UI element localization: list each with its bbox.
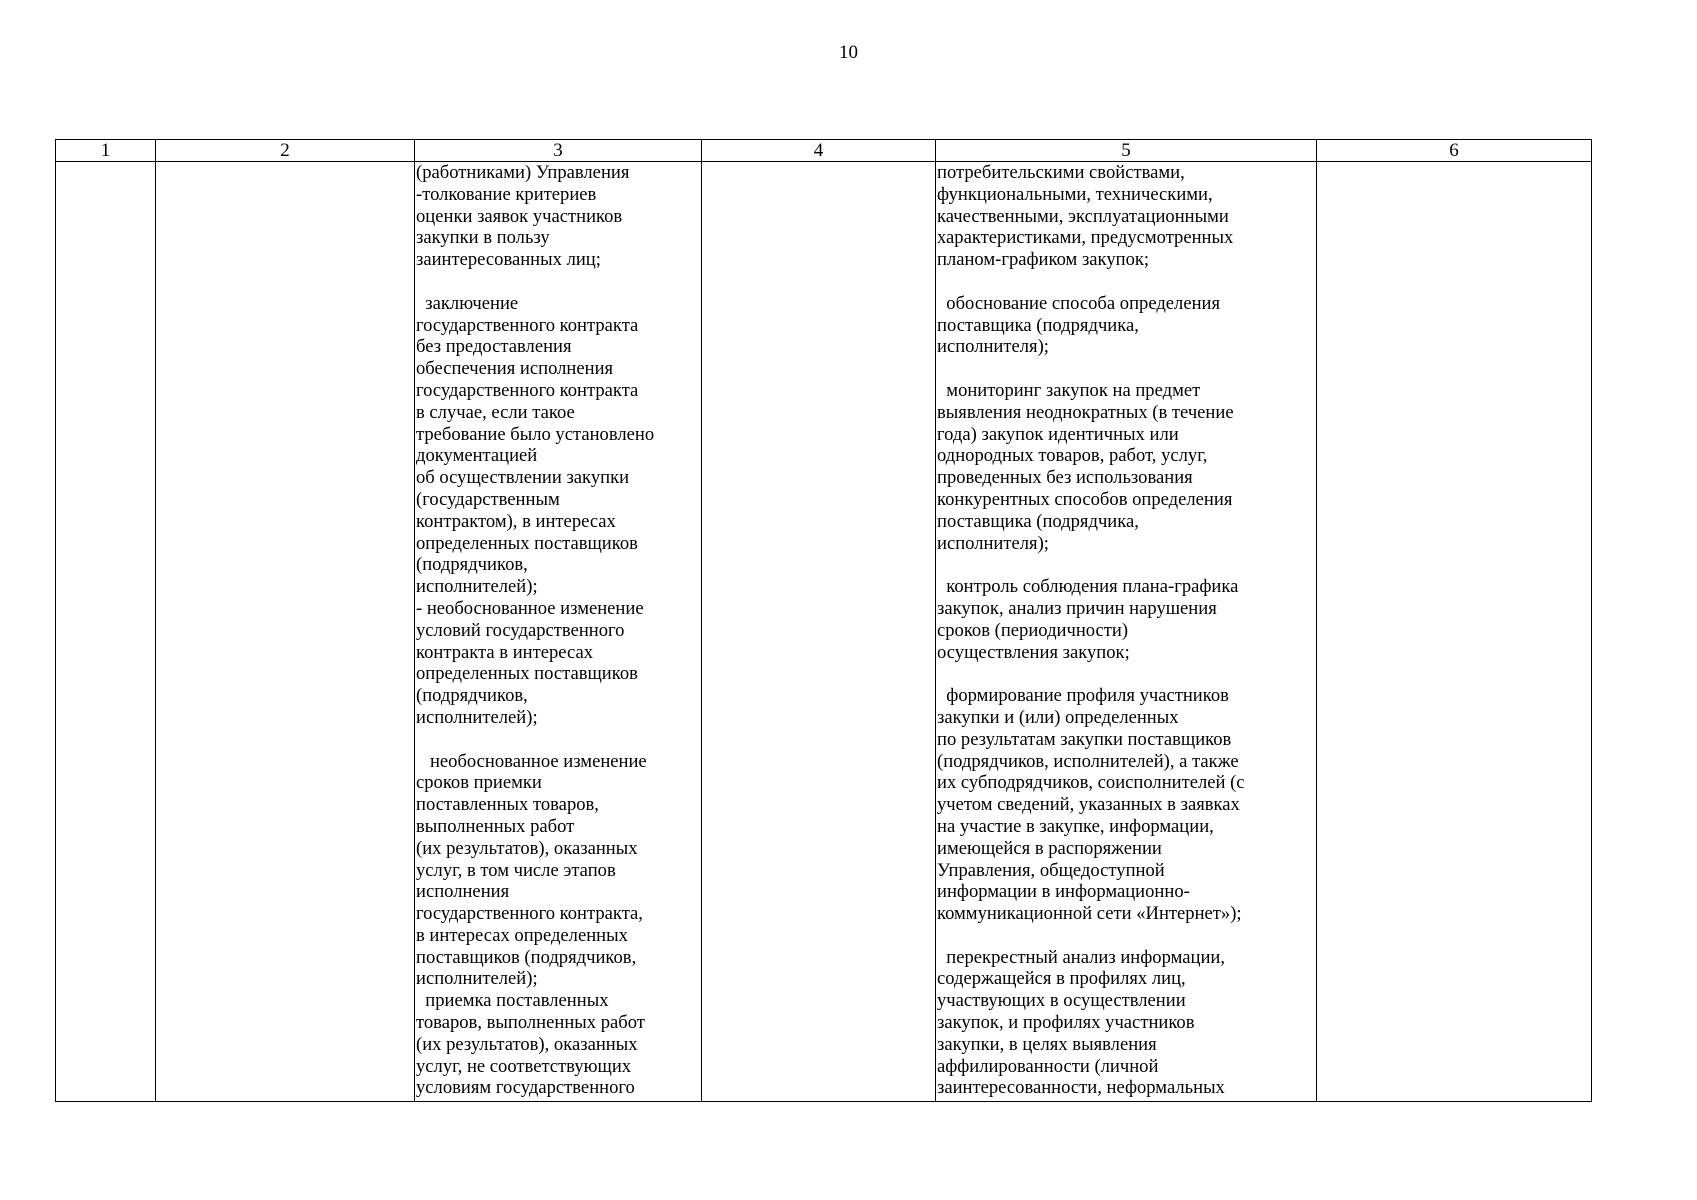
cell-col-3 [415, 162, 702, 1102]
corruption-risks-text: (работниками) Управления -толкование критериев оценки заявок участников закупки в пользу заинтересованных лиц; заключение государственного контракта без предоставления обеспечения исполнения государственного контракта в случае, если такое требование было установлено документацией об осуществлении закупки (государственным контрактом), в интересах определенных поставщиков (подрядчиков, исполнителей); - необоснованное изменение условий государственного контракта в интересах определенных поставщиков (подрядчиков, исполнителей); необоснованное изменение сроков приемки поставленных товаров, выполненных работ (их результатов), оказанных услуг, в том числе этапов исполнения государственного контракта, в интересах определенных поставщиков (подрядчиков, исполнителей); приемка поставленных товаров, выполненных работ (их результатов), оказанных услуг, не соответствующих условиям государственного [416, 162, 655, 1099]
document-table [55, 139, 1592, 1102]
cell-col-4 [702, 162, 936, 1102]
column-header-3: 3 [415, 140, 702, 162]
table-row [56, 162, 1592, 1102]
table-header-row [56, 140, 1592, 162]
column-header-1: 1 [56, 140, 156, 162]
column-header-6: 6 [1317, 140, 1592, 162]
column-header-5: 5 [936, 140, 1317, 162]
cell-col-1 [56, 162, 156, 1102]
cell-col-6 [1317, 162, 1592, 1102]
measures-text: потребительскими свойствами, функциональными, техническими, качественными, эксплуатационными характеристиками, предусмотренных планом-графиком закупок; обоснование способа определения поставщика (подрядчика, исполнителя); мониторинг закупок на предмет выявления неоднократных (в течение года) закупок идентичных или однородных товаров, работ, услуг, проведенных без использования конкурентных способов определения поставщика (подрядчика, исполнителя); контроль соблюдения плана-графика закупок, анализ причин нарушения сроков (периодичности) осуществления закупок; формирование профиля участников закупки и (или) определенных по результатам закупки поставщиков (подрядчиков, исполнителей), а также их субподрядчиков, соисполнителей (с учетом сведений, указанных в заявках на участие в закупке, информации, имеющейся в распоряжении Управления, общедоступной информации в информационно- коммуникационной сети «Интернет»); перекрестный анализ информации, содержащейся в профилях лиц, участвующих в осуществлении закупок, и профилях участников закупки, в целях выявления аффилированности (личной заинтересованности, неформальных [937, 162, 1245, 1099]
page-number: 10 [839, 42, 858, 63]
cell-col-2 [156, 162, 415, 1102]
cell-col-5 [936, 162, 1317, 1102]
column-header-4: 4 [702, 140, 936, 162]
column-header-2: 2 [156, 140, 415, 162]
